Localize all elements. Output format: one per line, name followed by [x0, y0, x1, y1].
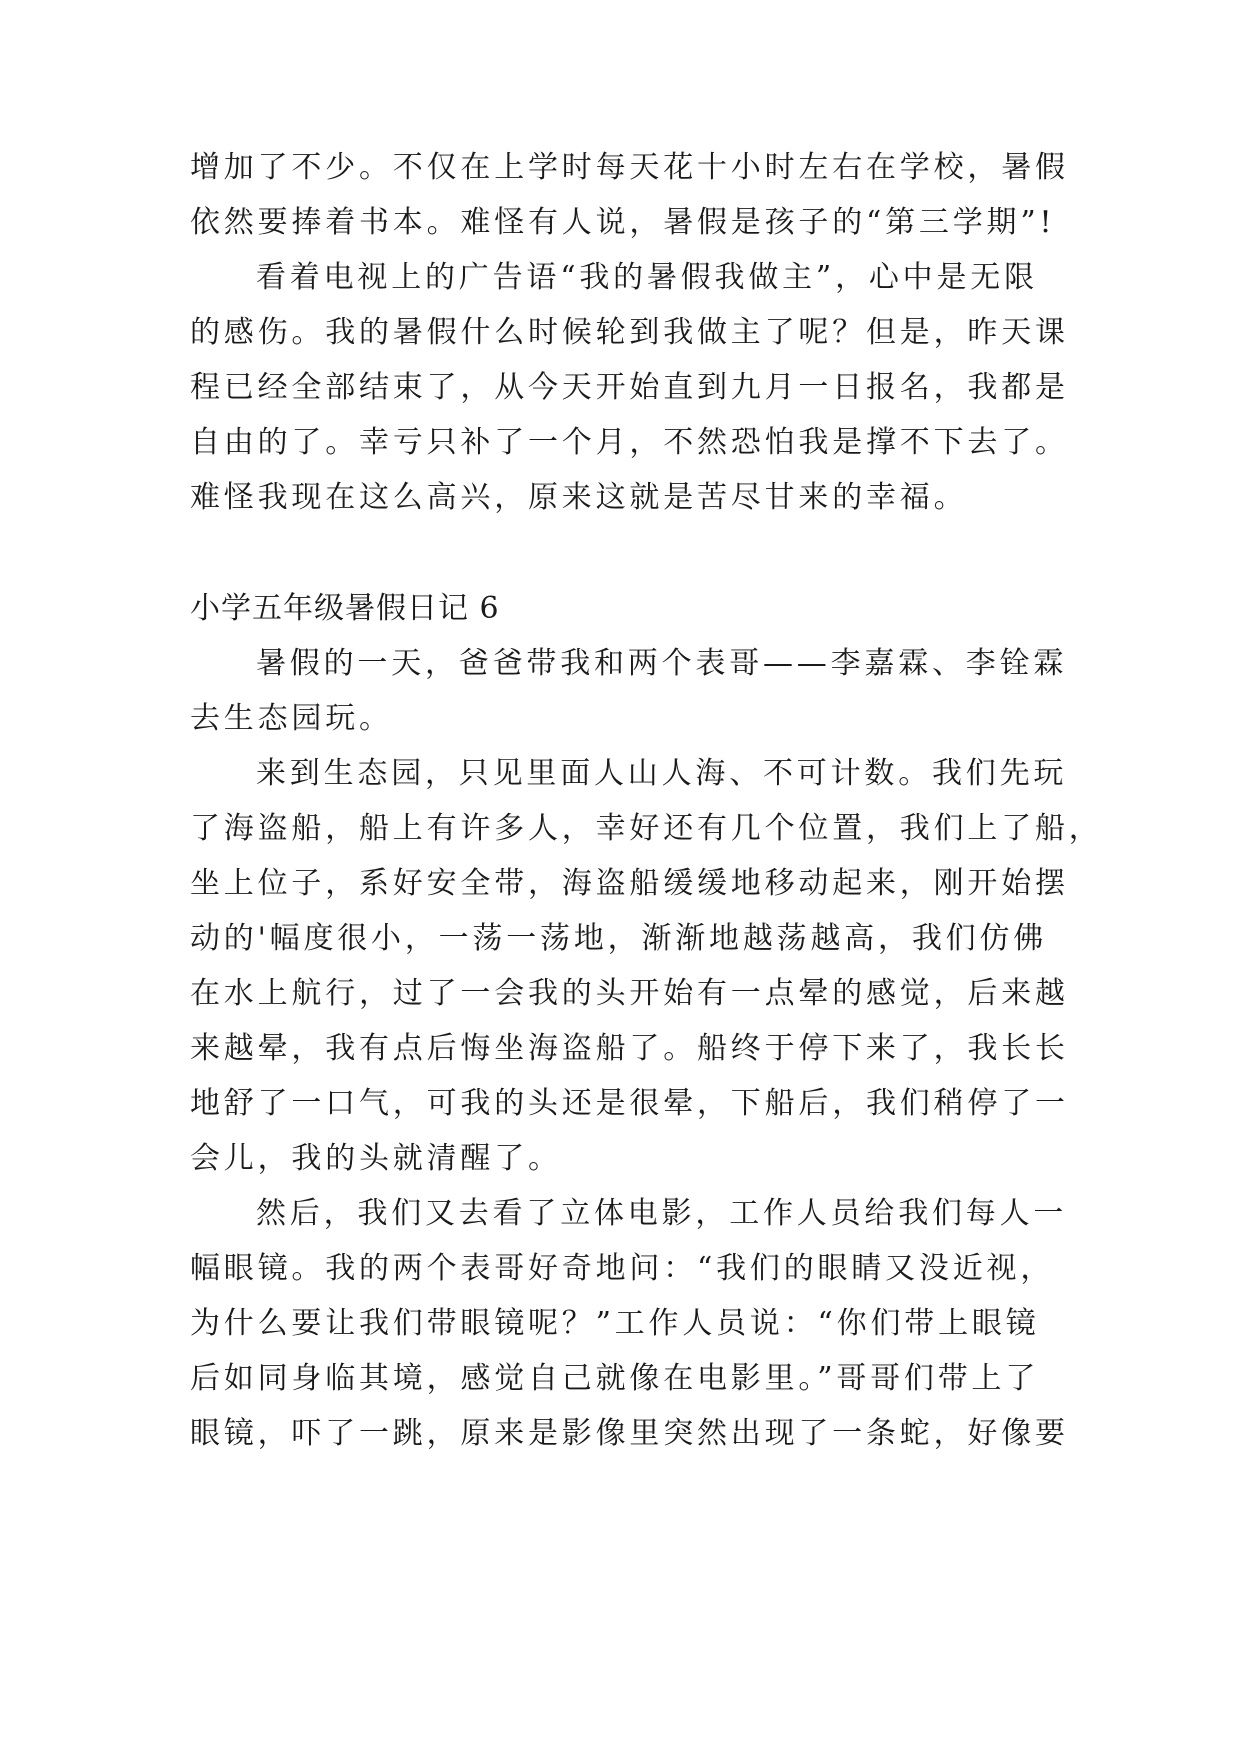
- paragraph-line: 动的'幅度很小，一荡一荡地，渐渐地越荡越高，我们仿佛: [190, 921, 1048, 956]
- section-title: 小学五年级暑假日记 6: [190, 591, 500, 626]
- paragraph-line: 增加了不少。不仅在上学时每天花十小时左右在学校，暑假: [190, 150, 1069, 185]
- paragraph-line: 程已经全部结束了，从今天开始直到九月一日报名，我都是: [190, 370, 1069, 405]
- paragraph-line: 的感伤。我的暑假什么时候轮到我做主了呢？但是，昨天课: [190, 315, 1069, 350]
- paragraph-line: 来到生态园，只见里面人山人海、不可计数。我们先玩: [256, 756, 1068, 791]
- paragraph-line: 依然要捧着书本。难怪有人说，暑假是孩子的“第三学期”!: [190, 205, 1056, 240]
- paragraph-line: 看着电视上的广告语“我的暑假我做主”，心中是无限: [256, 260, 1038, 295]
- paragraph-line: 去生态园玩。: [190, 701, 393, 736]
- paragraph-line: 在水上航行，过了一会我的头开始有一点晕的感觉，后来越: [190, 976, 1069, 1011]
- paragraph-line: 了海盗船，船上有许多人，幸好还有几个位置，我们上了船，: [190, 811, 1103, 846]
- paragraph-line: 自由的了。幸亏只补了一个月，不然恐怕我是撑不下去了。: [190, 425, 1069, 460]
- paragraph-line: 坐上位子，系好安全带，海盗船缓缓地移动起来，刚开始摆: [190, 866, 1069, 901]
- paragraph-line: 为什么要让我们带眼镜呢？”工作人员说：“你们带上眼镜: [190, 1306, 1040, 1341]
- paragraph-line: 幅眼镜。我的两个表哥好奇地问：“我们的眼睛又没近视，: [190, 1251, 1055, 1286]
- paragraph-line: 来越晕，我有点后悔坐海盗船了。船终于停下来了，我长长: [190, 1031, 1069, 1066]
- paragraph-line: 后如同身临其境，感觉自己就像在电影里。”哥哥们带上了: [190, 1361, 1040, 1396]
- paragraph-line: 暑假的一天，爸爸带我和两个表哥——李嘉霖、李铨霖: [256, 646, 1068, 681]
- paragraph-line: 然后，我们又去看了立体电影，工作人员给我们每人一: [256, 1196, 1068, 1231]
- paragraph-line: 会儿，我的头就清醒了。: [190, 1141, 562, 1176]
- paragraph-line: 地舒了一口气，可我的头还是很晕，下船后，我们稍停了一: [190, 1086, 1069, 1121]
- paragraph-line: 难怪我现在这么高兴，原来这就是苦尽甘来的幸福。: [190, 480, 968, 515]
- paragraph-line: 眼镜，吓了一跳，原来是影像里突然出现了一条蛇，好像要: [190, 1416, 1069, 1451]
